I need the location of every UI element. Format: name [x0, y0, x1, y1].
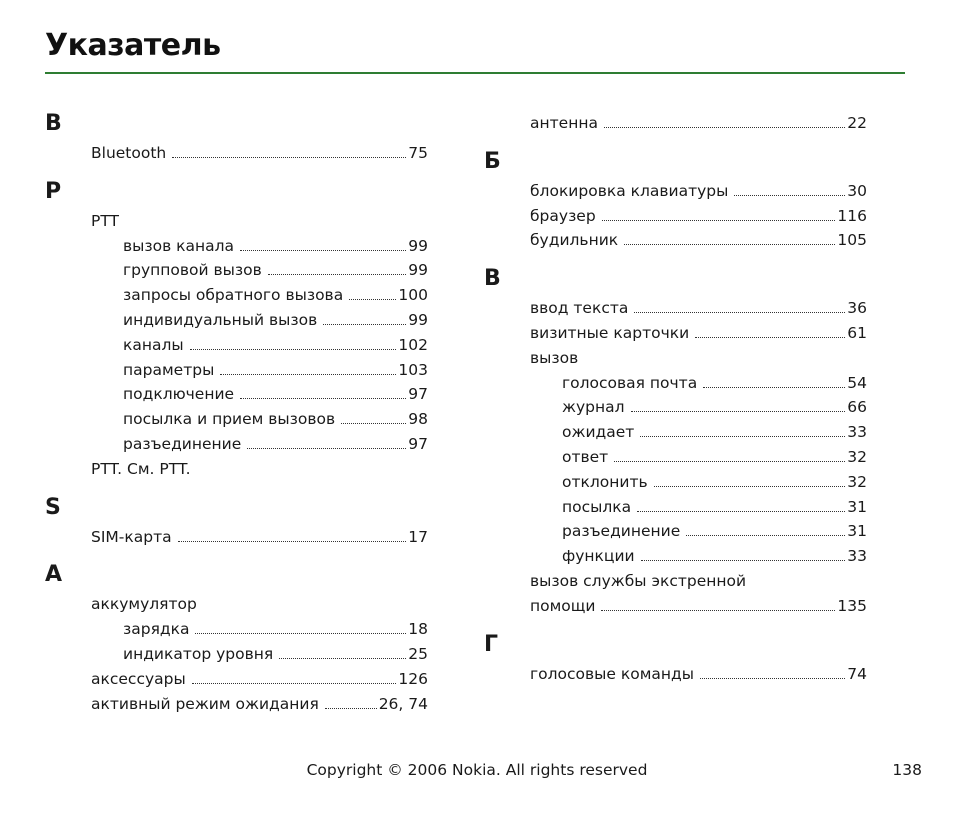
entry-label: параметры: [123, 360, 215, 379]
entry-page: 135: [837, 596, 867, 615]
index-subentry: [484, 445, 867, 470]
index-subentry: [45, 358, 428, 383]
index-entry: [484, 296, 867, 321]
entry-label: подключение: [123, 385, 235, 404]
leader-dots: [654, 486, 846, 487]
entry-page: 54: [847, 373, 867, 392]
entry-page: 105: [837, 231, 867, 250]
leader-dots: [192, 683, 397, 684]
entry-label: групповой вызов: [123, 261, 262, 280]
section-letter: P: [45, 178, 62, 204]
index-subentry: [45, 432, 428, 457]
section-letter: А: [45, 562, 63, 588]
section-letter: S: [45, 494, 61, 520]
entry-label: запросы обратного вызова: [123, 286, 344, 305]
entry-page: 32: [847, 472, 867, 491]
leader-dots: [700, 678, 845, 679]
index-entry: [484, 594, 867, 619]
entry-label: журнал: [562, 398, 625, 417]
entry-page: 103: [398, 360, 428, 379]
entry-label: ввод текста: [530, 299, 629, 318]
page-title: Указатель: [45, 28, 221, 63]
entry-label: PTT: [91, 211, 120, 230]
entry-label: будильник: [530, 231, 619, 250]
index-column-left: [45, 110, 428, 716]
entry-page: 99: [408, 236, 428, 255]
leader-dots: [341, 423, 406, 424]
index-entry: [484, 346, 867, 371]
entry-label: индикатор уровня: [123, 644, 274, 663]
index-subentry: [484, 395, 867, 420]
entry-page: 25: [408, 644, 428, 663]
index-entry: [484, 204, 867, 229]
entry-page: 31: [847, 522, 867, 541]
index-entry: [484, 569, 867, 594]
entry-page: 126: [398, 669, 428, 688]
leader-dots: [641, 560, 846, 561]
entry-label: вызов канала: [123, 236, 235, 255]
index-entry: [45, 141, 428, 166]
index-entry: [45, 525, 428, 550]
leader-dots: [703, 387, 845, 388]
copyright-footer: Copyright © 2006 Nokia. All rights reserved: [306, 761, 648, 779]
entry-page: 17: [408, 527, 428, 546]
leader-dots: [323, 324, 406, 325]
entry-label: разъединение: [562, 522, 681, 541]
leader-dots: [686, 535, 845, 536]
leader-dots: [279, 658, 406, 659]
entry-label: каналы: [123, 335, 184, 354]
entry-label: посылка: [562, 497, 632, 516]
leader-dots: [247, 448, 406, 449]
leader-dots: [349, 299, 396, 300]
index-entry: [484, 179, 867, 204]
index-subentry: [484, 420, 867, 445]
leader-dots: [634, 312, 845, 313]
entry-page: 97: [408, 385, 428, 404]
index-subentry: [45, 258, 428, 283]
leader-dots: [195, 633, 406, 634]
section-letter: Г: [484, 631, 499, 657]
index-subentry: [45, 283, 428, 308]
entry-page: 99: [408, 261, 428, 280]
entry-page: 32: [847, 447, 867, 466]
entry-page: 30: [847, 181, 867, 200]
leader-dots: [614, 461, 845, 462]
index-entry: [45, 592, 428, 617]
index-entry: [484, 662, 867, 687]
index-entry: [484, 111, 867, 136]
entry-page: 102: [398, 335, 428, 354]
entry-label: отклонить: [562, 472, 648, 491]
index-entry: [45, 209, 428, 234]
index-column-right: [484, 110, 867, 686]
entry-label: помощи: [530, 596, 596, 615]
entry-label: антенна: [530, 114, 598, 132]
index-entry: [45, 457, 428, 482]
index-subentry: [45, 642, 428, 667]
entry-label: голосовая почта: [562, 373, 698, 392]
index-subentry: [484, 519, 867, 544]
entry-page: 75: [408, 144, 428, 162]
entry-label: активный режим ожидания: [91, 694, 319, 713]
leader-dots: [172, 157, 406, 158]
leader-dots: [268, 274, 407, 275]
index-subentry: [45, 333, 428, 358]
entry-label: вызов службы экстренной: [530, 571, 747, 590]
entry-label: зарядка: [123, 620, 190, 639]
leader-dots: [631, 411, 846, 412]
entry-page: 61: [847, 323, 867, 342]
entry-label: блокировка клавиатуры: [530, 181, 729, 200]
leader-dots: [190, 349, 397, 350]
entry-label: Bluetooth: [91, 144, 167, 162]
entry-page: 100: [398, 286, 428, 305]
entry-label: вызов: [530, 348, 579, 367]
index-subentry: [45, 308, 428, 333]
leader-dots: [240, 398, 406, 399]
section-letter: Б: [484, 148, 501, 174]
entry-page: 18: [408, 620, 428, 639]
entry-page: 31: [847, 497, 867, 516]
section-letter: B: [45, 111, 62, 136]
leader-dots: [602, 220, 836, 221]
entry-page: 33: [847, 547, 867, 566]
index-subentry: [484, 470, 867, 495]
entry-page: 36: [847, 299, 867, 318]
entry-label: PTT. См. PTT.: [91, 459, 191, 478]
entry-page: 66: [847, 398, 867, 417]
entry-page: 74: [847, 664, 867, 683]
entry-label: SIM-карта: [91, 527, 172, 546]
index-entry: [484, 321, 867, 346]
leader-dots: [637, 511, 845, 512]
leader-dots: [624, 244, 835, 245]
index-subentry: [484, 544, 867, 569]
index-subentry: [484, 495, 867, 520]
leader-dots: [601, 610, 835, 611]
entry-label: посылка и прием вызовов: [123, 410, 336, 429]
index-subentry: [45, 617, 428, 642]
entry-page: 33: [847, 423, 867, 442]
leader-dots: [604, 127, 845, 128]
leader-dots: [220, 374, 396, 375]
index-entry: [45, 667, 428, 692]
entry-label: индивидуальный вызов: [123, 310, 318, 329]
entry-page: 22: [847, 114, 867, 132]
entry-page: 116: [837, 206, 867, 225]
leader-dots: [734, 195, 845, 196]
leader-dots: [640, 436, 845, 437]
section-letter: В: [484, 266, 501, 292]
leader-dots: [178, 541, 407, 542]
index-subentry: [484, 371, 867, 396]
entry-label: браузер: [530, 206, 596, 225]
index-entry: [484, 228, 867, 253]
entry-page: 99: [408, 310, 428, 329]
title-divider: [45, 72, 905, 74]
leader-dots: [240, 250, 406, 251]
index-entry: [45, 692, 428, 717]
index-subentry: [45, 407, 428, 432]
index-subentry: [45, 234, 428, 259]
entry-page: 98: [408, 410, 428, 429]
entry-page: 97: [408, 434, 428, 453]
index-subentry: [45, 382, 428, 407]
page-number: 138: [892, 761, 922, 779]
entry-label: разъединение: [123, 434, 242, 453]
entry-label: ответ: [562, 447, 609, 466]
entry-page: 26, 74: [378, 694, 428, 713]
entry-label: ожидает: [562, 423, 635, 442]
entry-label: функции: [562, 547, 635, 566]
entry-label: аксессуары: [91, 669, 186, 688]
leader-dots: [695, 337, 845, 338]
entry-label: визитные карточки: [530, 323, 690, 342]
leader-dots: [325, 708, 377, 709]
entry-label: голосовые команды: [530, 664, 694, 683]
entry-label: аккумулятор: [91, 595, 197, 614]
